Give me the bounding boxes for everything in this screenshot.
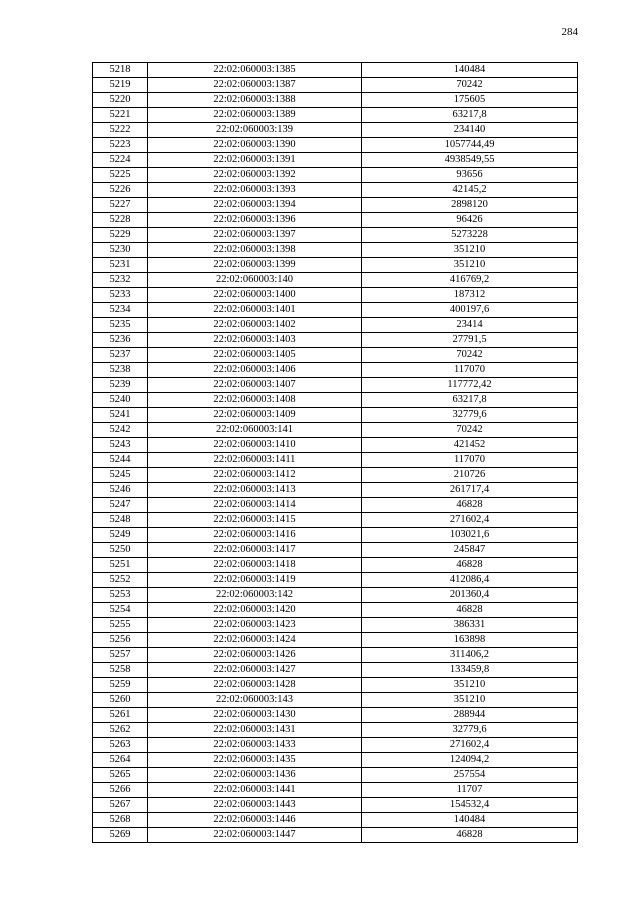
value-cell: 2898120 (362, 198, 578, 213)
row-number-cell: 5238 (93, 363, 148, 378)
value-cell: 175605 (362, 93, 578, 108)
value-cell: 124094,2 (362, 753, 578, 768)
value-cell: 288944 (362, 708, 578, 723)
table-row (93, 573, 578, 588)
cadastral-number-cell: 22:02:060003:142 (148, 588, 362, 603)
value-cell: 163898 (362, 633, 578, 648)
value-cell: 93656 (362, 168, 578, 183)
cadastral-number-cell: 22:02:060003:1397 (148, 228, 362, 243)
value-cell: 1057744,49 (362, 138, 578, 153)
value-cell: 63217,8 (362, 108, 578, 123)
value-cell: 386331 (362, 618, 578, 633)
row-number-cell: 5234 (93, 303, 148, 318)
value-cell: 140484 (362, 63, 578, 78)
row-number-cell: 5225 (93, 168, 148, 183)
table-row (93, 363, 578, 378)
cadastral-number-cell: 22:02:060003:1418 (148, 558, 362, 573)
value-cell: 42145,2 (362, 183, 578, 198)
row-number-cell: 5254 (93, 603, 148, 618)
table-row (93, 153, 578, 168)
cadastral-number-cell: 22:02:060003:1405 (148, 348, 362, 363)
row-number-cell: 5249 (93, 528, 148, 543)
cadastral-number-cell: 22:02:060003:1403 (148, 333, 362, 348)
value-cell: 412086,4 (362, 573, 578, 588)
value-cell: 154532,4 (362, 798, 578, 813)
cadastral-number-cell: 22:02:060003:141 (148, 423, 362, 438)
row-number-cell: 5267 (93, 798, 148, 813)
table-row (93, 138, 578, 153)
table-row (93, 813, 578, 828)
row-number-cell: 5262 (93, 723, 148, 738)
cadastral-number-cell: 22:02:060003:1431 (148, 723, 362, 738)
table-row (93, 483, 578, 498)
table-row (93, 288, 578, 303)
value-cell: 117070 (362, 363, 578, 378)
row-number-cell: 5246 (93, 483, 148, 498)
row-number-cell: 5259 (93, 678, 148, 693)
table-row (93, 213, 578, 228)
table-row (93, 498, 578, 513)
value-cell: 32779,6 (362, 408, 578, 423)
value-cell: 5273228 (362, 228, 578, 243)
table-row (93, 678, 578, 693)
table-row (93, 798, 578, 813)
table-row (93, 558, 578, 573)
cadastral-number-cell: 22:02:060003:1400 (148, 288, 362, 303)
cadastral-number-cell: 22:02:060003:1399 (148, 258, 362, 273)
value-cell: 234140 (362, 123, 578, 138)
value-cell: 133459,8 (362, 663, 578, 678)
cadastral-number-cell: 22:02:060003:1447 (148, 828, 362, 843)
value-cell: 70242 (362, 348, 578, 363)
table-row (93, 93, 578, 108)
row-number-cell: 5231 (93, 258, 148, 273)
row-number-cell: 5252 (93, 573, 148, 588)
table-row (93, 768, 578, 783)
value-cell: 32779,6 (362, 723, 578, 738)
value-cell: 11707 (362, 783, 578, 798)
table-body (93, 63, 578, 843)
value-cell: 210726 (362, 468, 578, 483)
row-number-cell: 5242 (93, 423, 148, 438)
table-row (93, 333, 578, 348)
row-number-cell: 5218 (93, 63, 148, 78)
cadastral-number-cell: 22:02:060003:1402 (148, 318, 362, 333)
table-row (93, 753, 578, 768)
cadastral-number-cell: 22:02:060003:1416 (148, 528, 362, 543)
row-number-cell: 5268 (93, 813, 148, 828)
row-number-cell: 5257 (93, 648, 148, 663)
cadastral-number-cell: 22:02:060003:1396 (148, 213, 362, 228)
row-number-cell: 5221 (93, 108, 148, 123)
table-row (93, 528, 578, 543)
value-cell: 351210 (362, 693, 578, 708)
value-cell: 70242 (362, 78, 578, 93)
cadastral-number-cell: 22:02:060003:1394 (148, 198, 362, 213)
table-row (93, 168, 578, 183)
row-number-cell: 5235 (93, 318, 148, 333)
cadastral-number-cell: 22:02:060003:1423 (148, 618, 362, 633)
cadastral-number-cell: 22:02:060003:1427 (148, 663, 362, 678)
table-row (93, 198, 578, 213)
row-number-cell: 5248 (93, 513, 148, 528)
cadastral-number-cell: 22:02:060003:1391 (148, 153, 362, 168)
cadastral-number-cell: 22:02:060003:1426 (148, 648, 362, 663)
table-row (93, 273, 578, 288)
row-number-cell: 5228 (93, 213, 148, 228)
value-cell: 271602,4 (362, 513, 578, 528)
cadastral-number-cell: 22:02:060003:1387 (148, 78, 362, 93)
table-row (93, 603, 578, 618)
value-cell: 351210 (362, 678, 578, 693)
row-number-cell: 5223 (93, 138, 148, 153)
table-row (93, 243, 578, 258)
value-cell: 257554 (362, 768, 578, 783)
table-row (93, 618, 578, 633)
value-cell: 46828 (362, 603, 578, 618)
value-cell: 117772,42 (362, 378, 578, 393)
table-row (93, 663, 578, 678)
row-number-cell: 5253 (93, 588, 148, 603)
cadastral-number-cell: 22:02:060003:1430 (148, 708, 362, 723)
value-cell: 245847 (362, 543, 578, 558)
row-number-cell: 5260 (93, 693, 148, 708)
row-number-cell: 5236 (93, 333, 148, 348)
cadastral-number-cell: 22:02:060003:1388 (148, 93, 362, 108)
cadastral-number-cell: 22:02:060003:139 (148, 123, 362, 138)
table-row (93, 258, 578, 273)
value-cell: 351210 (362, 258, 578, 273)
value-cell: 96426 (362, 213, 578, 228)
table-row (93, 468, 578, 483)
row-number-cell: 5250 (93, 543, 148, 558)
row-number-cell: 5247 (93, 498, 148, 513)
cadastral-number-cell: 22:02:060003:1389 (148, 108, 362, 123)
value-cell: 416769,2 (362, 273, 578, 288)
row-number-cell: 5244 (93, 453, 148, 468)
cadastral-number-cell: 22:02:060003:1406 (148, 363, 362, 378)
row-number-cell: 5219 (93, 78, 148, 93)
cadastral-number-cell: 22:02:060003:1401 (148, 303, 362, 318)
cadastral-number-cell: 22:02:060003:143 (148, 693, 362, 708)
row-number-cell: 5239 (93, 378, 148, 393)
row-number-cell: 5264 (93, 753, 148, 768)
value-cell: 400197,6 (362, 303, 578, 318)
table-row (93, 588, 578, 603)
row-number-cell: 5220 (93, 93, 148, 108)
cadastral-number-cell: 22:02:060003:1415 (148, 513, 362, 528)
row-number-cell: 5227 (93, 198, 148, 213)
table-row (93, 393, 578, 408)
cadastral-number-cell: 22:02:060003:1407 (148, 378, 362, 393)
table-row (93, 378, 578, 393)
cadastral-number-cell: 22:02:060003:1412 (148, 468, 362, 483)
cadastral-number-cell: 22:02:060003:1443 (148, 798, 362, 813)
row-number-cell: 5245 (93, 468, 148, 483)
value-cell: 201360,4 (362, 588, 578, 603)
value-cell: 4938549,55 (362, 153, 578, 168)
row-number-cell: 5265 (93, 768, 148, 783)
value-cell: 271602,4 (362, 738, 578, 753)
row-number-cell: 5230 (93, 243, 148, 258)
table-row (93, 423, 578, 438)
cadastral-number-cell: 22:02:060003:1436 (148, 768, 362, 783)
value-cell: 70242 (362, 423, 578, 438)
cadastral-number-cell: 22:02:060003:1435 (148, 753, 362, 768)
table-row (93, 318, 578, 333)
cadastral-number-cell: 22:02:060003:1433 (148, 738, 362, 753)
row-number-cell: 5269 (93, 828, 148, 843)
table-row (93, 648, 578, 663)
value-cell: 117070 (362, 453, 578, 468)
cadastral-number-cell: 22:02:060003:1411 (148, 453, 362, 468)
row-number-cell: 5256 (93, 633, 148, 648)
cadastral-number-cell: 22:02:060003:1428 (148, 678, 362, 693)
table-row (93, 63, 578, 78)
row-number-cell: 5251 (93, 558, 148, 573)
cadastral-number-cell: 22:02:060003:1414 (148, 498, 362, 513)
cadastral-number-cell: 22:02:060003:1390 (148, 138, 362, 153)
table-row (93, 123, 578, 138)
row-number-cell: 5240 (93, 393, 148, 408)
data-table (92, 62, 578, 843)
table-row (93, 828, 578, 843)
table-row (93, 228, 578, 243)
cadastral-number-cell: 22:02:060003:1417 (148, 543, 362, 558)
row-number-cell: 5226 (93, 183, 148, 198)
value-cell: 46828 (362, 828, 578, 843)
table-row (93, 408, 578, 423)
row-number-cell: 5263 (93, 738, 148, 753)
table-row (93, 108, 578, 123)
cadastral-number-cell: 22:02:060003:140 (148, 273, 362, 288)
row-number-cell: 5232 (93, 273, 148, 288)
cadastral-number-cell: 22:02:060003:1410 (148, 438, 362, 453)
row-number-cell: 5243 (93, 438, 148, 453)
value-cell: 23414 (362, 318, 578, 333)
cadastral-number-cell: 22:02:060003:1446 (148, 813, 362, 828)
table-row (93, 303, 578, 318)
cadastral-number-cell: 22:02:060003:1441 (148, 783, 362, 798)
cadastral-number-cell: 22:02:060003:1409 (148, 408, 362, 423)
table-row (93, 738, 578, 753)
table-row (93, 708, 578, 723)
value-cell: 351210 (362, 243, 578, 258)
table-row (93, 723, 578, 738)
cadastral-number-cell: 22:02:060003:1385 (148, 63, 362, 78)
table-row (93, 633, 578, 648)
value-cell: 261717,4 (362, 483, 578, 498)
value-cell: 421452 (362, 438, 578, 453)
row-number-cell: 5224 (93, 153, 148, 168)
row-number-cell: 5237 (93, 348, 148, 363)
table-row (93, 453, 578, 468)
row-number-cell: 5255 (93, 618, 148, 633)
row-number-cell: 5261 (93, 708, 148, 723)
cadastral-number-cell: 22:02:060003:1393 (148, 183, 362, 198)
value-cell: 46828 (362, 558, 578, 573)
cadastral-number-cell: 22:02:060003:1408 (148, 393, 362, 408)
cadastral-number-cell: 22:02:060003:1420 (148, 603, 362, 618)
table-row (93, 348, 578, 363)
row-number-cell: 5233 (93, 288, 148, 303)
row-number-cell: 5222 (93, 123, 148, 138)
value-cell: 311406,2 (362, 648, 578, 663)
table-row (93, 438, 578, 453)
row-number-cell: 5266 (93, 783, 148, 798)
table-row (93, 513, 578, 528)
cadastral-number-cell: 22:02:060003:1413 (148, 483, 362, 498)
row-number-cell: 5241 (93, 408, 148, 423)
value-cell: 187312 (362, 288, 578, 303)
table-row (93, 783, 578, 798)
table-row (93, 543, 578, 558)
cadastral-number-cell: 22:02:060003:1424 (148, 633, 362, 648)
value-cell: 46828 (362, 498, 578, 513)
value-cell: 103021,6 (362, 528, 578, 543)
cadastral-number-cell: 22:02:060003:1419 (148, 573, 362, 588)
value-cell: 27791,5 (362, 333, 578, 348)
table-row (93, 693, 578, 708)
value-cell: 63217,8 (362, 393, 578, 408)
cadastral-number-cell: 22:02:060003:1398 (148, 243, 362, 258)
row-number-cell: 5258 (93, 663, 148, 678)
table-row (93, 183, 578, 198)
page-number: 284 (561, 26, 578, 38)
cadastral-number-cell: 22:02:060003:1392 (148, 168, 362, 183)
row-number-cell: 5229 (93, 228, 148, 243)
table-row (93, 78, 578, 93)
value-cell: 140484 (362, 813, 578, 828)
